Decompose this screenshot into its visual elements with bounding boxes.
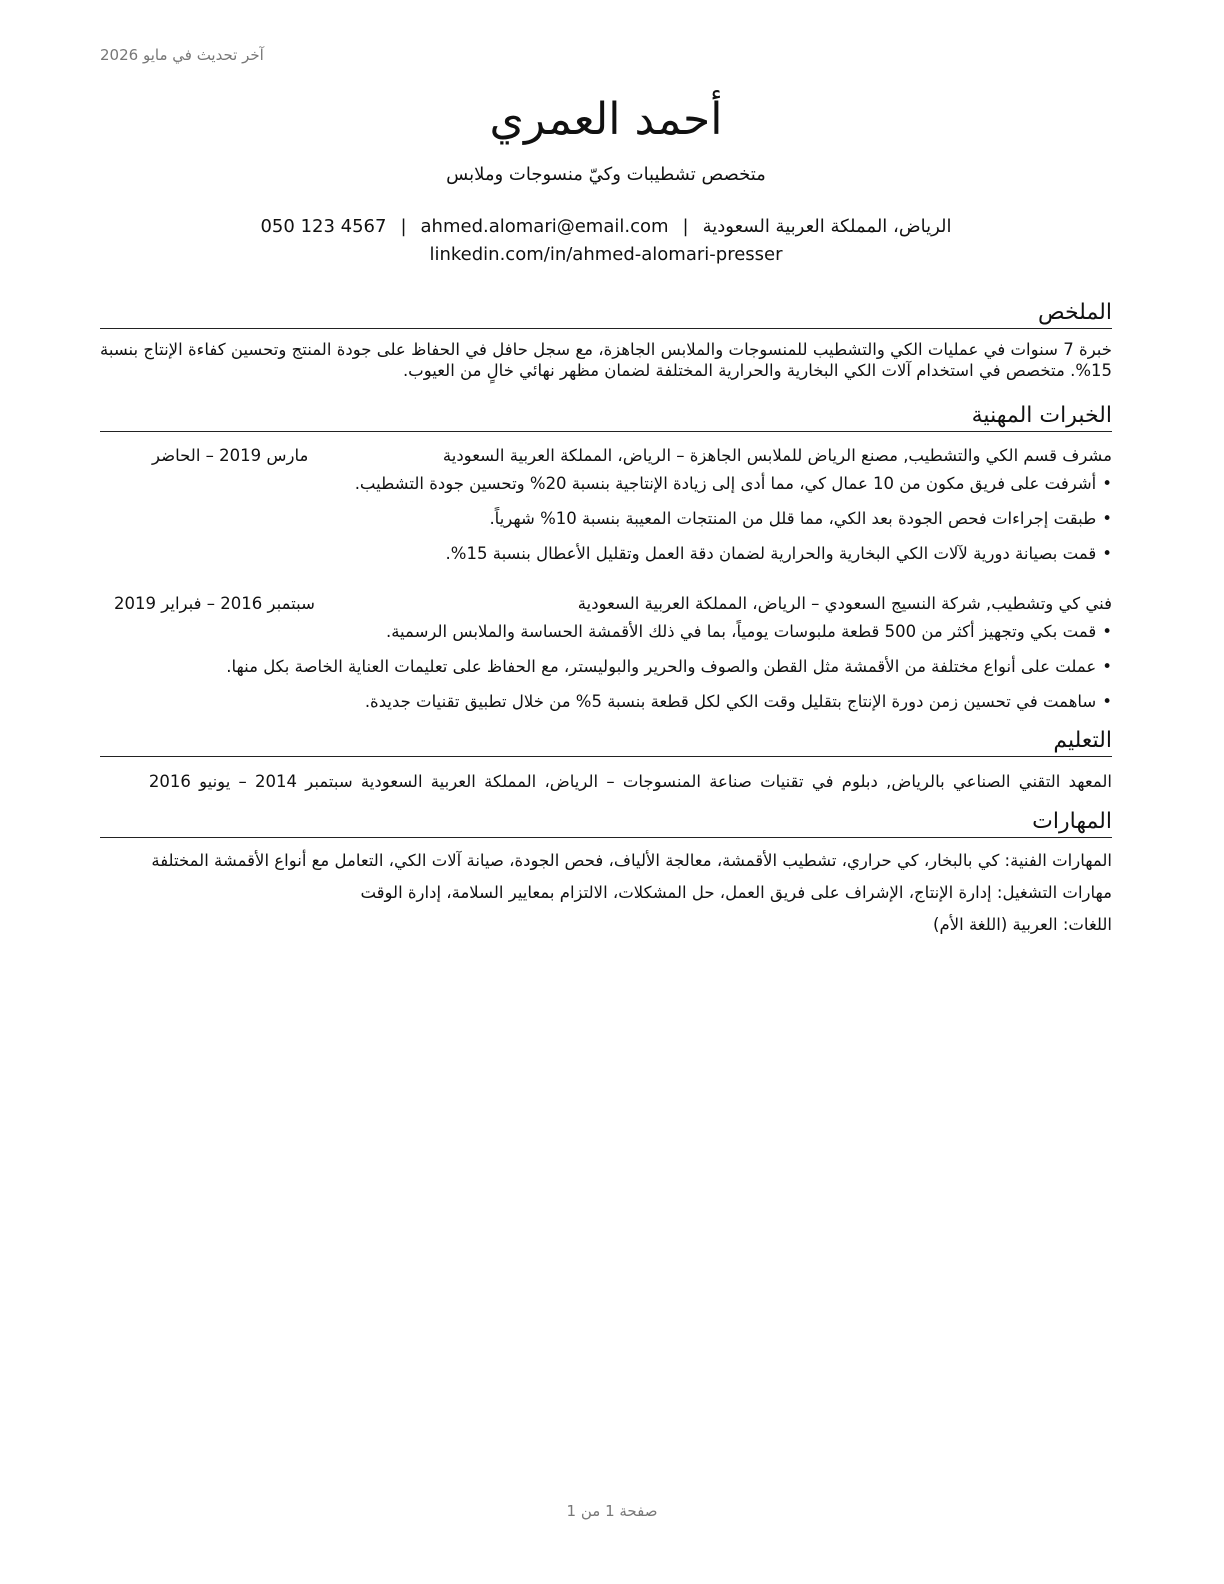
education-entry: المعهد التقني الصناعي بالرياض, دبلوم في تقنيات صناعة المنسوجات – الرياض، المملكة العربية السعودية سبتمبر 2014 – يونيو 2016 <box>148 772 1112 791</box>
job-role-company: مشرف قسم الكي والتشطيب, مصنع الرياض للملابس الجاهزة – الرياض، المملكة العربية السعودية <box>442 446 1112 465</box>
skills-list <box>100 850 1112 936</box>
skill-line-technical: المهارات الفنية: كي بالبخار، كي حراري، تشطيب الأقمشة، معالجة الألياف، فحص الجودة، صيانة آلات الكي، التعامل مع أنواع الأقمشة المختلفة <box>151 851 1112 870</box>
summary-text: خبرة 7 سنوات في عمليات الكي والتشطيب للمنسوجات والملابس الجاهزة، مع سجل حافل في الحفاظ على جودة المنتج وتحسين كفاءة الإنتاج بنسبة 15%. متخصص في استخدام آلات الكي البخارية والحرارية المختلفة لضمان مظهر نهائي خالٍ من العيوب. <box>100 340 1112 380</box>
resume-page <box>100 90 1112 946</box>
job-role-company: فني كي وتشطيب, شركة النسيج السعودي – الرياض، المملكة العربية السعودية <box>577 594 1112 613</box>
bullet-icon: • <box>1102 509 1112 528</box>
contact-location: الرياض، المملكة العربية السعودية <box>702 216 952 237</box>
bullet-icon: • <box>1102 692 1112 711</box>
summary-section <box>100 298 1112 381</box>
contact-email[interactable]: ahmed.alomari@email.com <box>420 216 669 237</box>
job-dates: مارس 2019 – الحاضر <box>152 446 309 465</box>
candidate-title: متخصص تشطيبات وكيّ منسوجات وملابس <box>446 164 766 185</box>
linkedin-link[interactable]: linkedin.com/in/ahmed-alomari-presser <box>429 244 783 265</box>
job-header <box>100 444 1112 468</box>
job-entry <box>100 592 1112 714</box>
candidate-name: أحمد العمري <box>489 94 723 145</box>
bullet-icon: • <box>1102 657 1112 676</box>
contact-separator: | <box>682 216 689 237</box>
contact-line <box>100 212 1112 242</box>
job-header <box>100 592 1112 616</box>
skill-line-operational: مهارات التشغيل: إدارة الإنتاج، الإشراف على فريق العمل، حل المشكلات، الالتزام بمعايير السلامة، إدارة الوقت <box>360 883 1112 902</box>
section-title-skills: المهارات <box>100 807 1112 838</box>
contact-separator: | <box>400 216 407 237</box>
list-item: •طبقت إجراءات فحص الجودة بعد الكي، مما قلل من المنتجات المعيبة بنسبة 10% شهرياً. <box>489 509 1112 528</box>
bullet-icon: • <box>1102 544 1112 563</box>
list-item: •عملت على أنواع مختلفة من الأقمشة مثل القطن والصوف والحرير والبوليستر، مع الحفاظ على تعليمات العناية الخاصة بكل منها. <box>226 657 1112 676</box>
resume-header <box>100 90 1112 268</box>
job-entry <box>100 444 1112 566</box>
job-dates: سبتمبر 2016 – فبراير 2019 <box>114 594 315 613</box>
job-bullets <box>100 620 1112 714</box>
bullet-icon: • <box>1102 622 1112 641</box>
list-item: •قمت بصيانة دورية لآلات الكي البخارية والحرارية لضمان دقة العمل وتقليل الأعطال بنسبة 15%. <box>445 544 1112 563</box>
education-section <box>100 726 1112 793</box>
experience-section <box>100 401 1112 714</box>
list-item: •قمت بكي وتجهيز أكثر من 500 قطعة ملبوسات يومياً، بما في ذلك الأقمشة الحساسة والملابس الرسمية. <box>385 622 1112 641</box>
section-title-education: التعليم <box>100 726 1112 757</box>
list-item: •ساهمت في تحسين زمن دورة الإنتاج بتقليل وقت الكي لكل قطعة بنسبة 5% من خلال تطبيق تقنيات جديدة. <box>364 692 1112 711</box>
bullet-icon: • <box>1102 474 1112 493</box>
section-title-summary: الملخص <box>100 298 1112 329</box>
skill-line-languages: اللغات: العربية (اللغة الأم) <box>933 915 1112 934</box>
section-title-experience: الخبرات المهنية <box>100 401 1112 432</box>
last-updated-note: آخر تحديث في مايو 2026 <box>100 46 264 64</box>
list-item: •أشرفت على فريق مكون من 10 عمال كي، مما أدى إلى زيادة الإنتاجية بنسبة 20% وتحسين جودة التشطيب. <box>354 474 1112 493</box>
job-bullets <box>100 472 1112 566</box>
contact-phone: 050 123 4567 <box>260 216 387 237</box>
skills-section <box>100 807 1112 936</box>
page-number: صفحة 1 من 1 <box>566 1502 658 1520</box>
